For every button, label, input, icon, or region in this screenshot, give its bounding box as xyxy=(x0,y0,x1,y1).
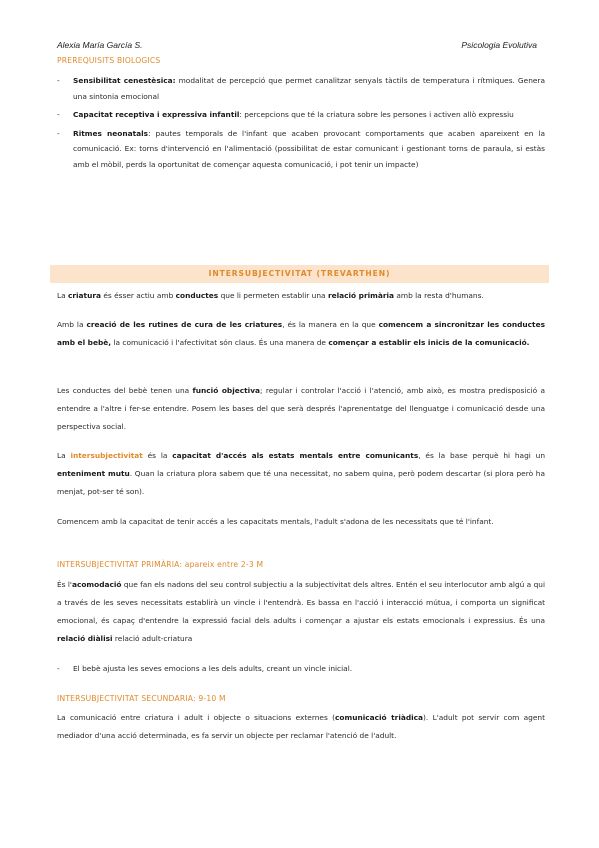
term: Capacitat receptiva i expressiva infantil xyxy=(73,110,240,119)
definition: : pautes temporals de l'infant que acaben provocant comportaments que acaben apareixent en la comunicació. Ex: torns d'intervenció en l'alimentació (possibilitat de estar comunicant i gestionant torns de paraula, si estàs amb el mòbil, perds la oportunitat de començar aquesta comunicació, i pot tenir un impacte) xyxy=(73,128,545,169)
paragraph: Les conductes del bebè tenen una funció objectiva; regular i controlar l'acció i l'atenció, amb això, es mostra predisposició a entendre a l'altre i fer-se entendre. Posem les bases del que serà després l'aprenentatge del llenguatge i comunicació desde una perspectiva social. xyxy=(57,386,545,431)
primaria-title: INTERSUBJECTIVITAT PRIMÀRIA: apareix entre 2-3 M xyxy=(57,560,264,569)
list-item: - Sensibilitat cenestèsica: modalitat de percepció que permet canalitzar senyals tàctils de temperatura i rítmiques. Genera una sintonia emocional xyxy=(57,76,545,101)
term: Ritmes neonatals xyxy=(73,128,149,138)
paragraph: La criatura és ésser actiu amb conductes que li permeten establir una relació primària amb la resta d'humans. xyxy=(57,291,484,300)
paragraph: La intersubjectivitat és la capacitat d'accés als estats mentals entre comunicants, és la base perquè hi hagi un enteniment mutu. Quan la criatura plora sabem que té una necessitat, no sabem quina, però podem descartar (si plora però ha menjat, pot-ser té son). xyxy=(57,451,546,496)
secundaria-title: INTERSUBJECTIVITAT SECUNDARIA: 9-10 M xyxy=(57,694,226,703)
paragraph: Amb la creació de les rutines de cura de les criatures, és la manera en la que comencem a sincronitzar les conductes amb el bebè, la comunicació i l'afectivitat són claus. És una manera de començar a establir els inicis de la comunicació. xyxy=(57,320,545,347)
prereq-list xyxy=(57,73,545,175)
definition: : percepcions que té la criatura sobre les persones i activen allò expressiu xyxy=(239,110,514,119)
definition: modalitat de percepció que permet canalitzar senyals tàctils de temperatura i rítmiques. Genera una sintonia emocional xyxy=(73,76,545,101)
bullet-text: El bebè ajusta les seves emocions a les dels adults, creant un vincle inicial. xyxy=(73,664,353,673)
prereq-title: PREREQUISITS BIOLOGICS xyxy=(57,56,161,65)
paragraph: Comencem amb la capacitat de tenir accés a les capacitats mentals, l'adult s'adona de les necessitats que té l'infant. xyxy=(57,517,494,526)
term: Sensibilitat cenestèsica: xyxy=(73,76,176,85)
list-item: - El bebè ajusta les seves emocions a les dels adults, creant un vincle inicial. xyxy=(57,660,545,678)
section-heading-bar: INTERSUBJECTIVITAT (TREVARTHEN) xyxy=(50,265,549,283)
list-item: - Ritmes neonatals: pautes temporals de l'infant que acaben provocant comportaments que acaben apareixent en la comunicació. Ex: torns d'intervenció en l'alimentació (possibilitat de estar comunicant i gestionant torns de paraula, si estàs amb el mòbil, perds la oportunitat de començar aquesta comunicació, i pot tenir un impacte) xyxy=(57,128,545,169)
paragraph: La comunicació entre criatura i adult i objecte o situacions externes (comunicació triàdica). L'adult pot servir com agent mediador d'una acció determinada, es fa servir un objecte per reclamar l'atenció de l'adult. xyxy=(57,713,545,740)
header-subject: Psicologia Evolutiva xyxy=(461,40,537,50)
header-author: Alexia María García S. xyxy=(57,40,143,50)
list-item: - Capacitat receptiva i expressiva infantil: percepcions que té la criatura sobre les persones i activen allò expressiu xyxy=(57,110,514,119)
paragraph: És l'acomodació que fan els nadons del seu control subjectiu a la subjectivitat dels altres. Entén el seu interlocutor amb algú a qui a través de les seves necessitats establirà un vincle i l'entendrà. Es bassa en l'acció i interacció mútua, i comporta un significat emocional, és capaç d'entendre la expressió facial dels adults i començar a ajustar els estats emocionals i expressius. És una relació diàlisi relació adult-criatura xyxy=(57,580,545,643)
